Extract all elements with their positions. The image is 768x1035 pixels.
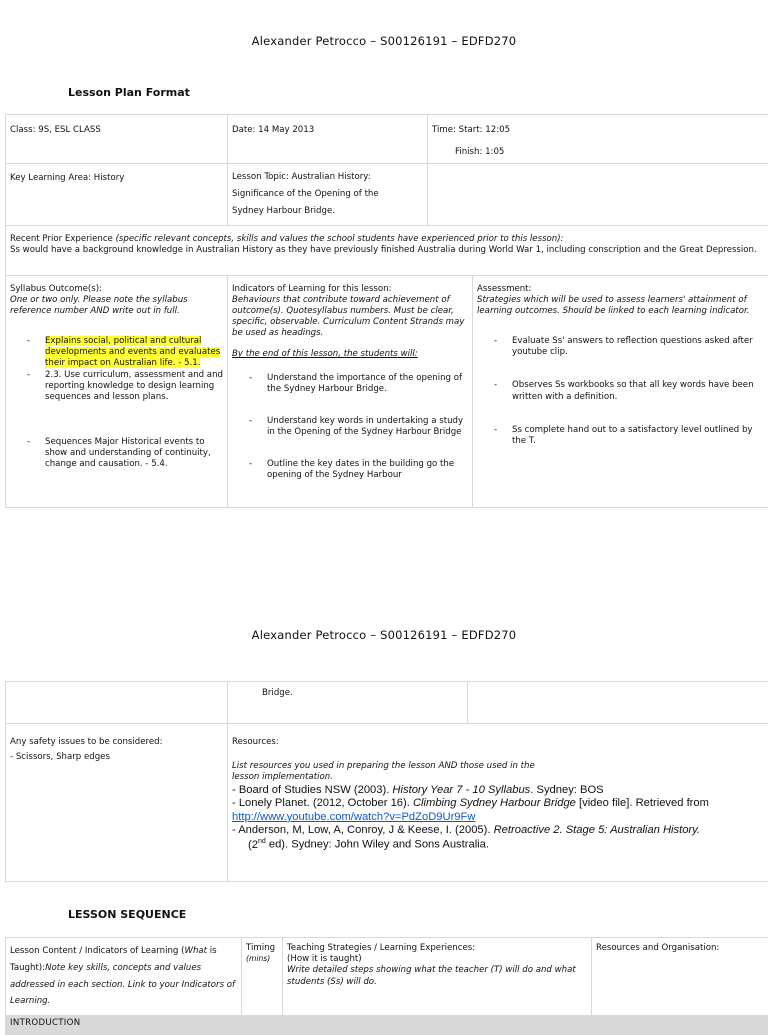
lesson-plan-table xyxy=(5,114,768,508)
lesson-sequence-title: LESSON SEQUENCE xyxy=(68,908,186,921)
empty-cell xyxy=(468,682,768,724)
resources-header: Resources and Organisation: xyxy=(592,938,768,1016)
empty-cell xyxy=(283,1016,592,1035)
lesson-sequence-table xyxy=(5,937,768,1035)
resources-table xyxy=(5,681,768,882)
empty-cell xyxy=(6,682,228,724)
assessment-item: - Ss complete hand out to a satisfactory level outlined by the T. xyxy=(477,425,768,447)
safety-cell xyxy=(6,724,228,882)
resources-label: Resources: xyxy=(232,729,768,748)
prior-text: Ss would have a background knowledge in Australian History as they have previously finished Australia during World War 1, including conscription and the Great Depression. xyxy=(10,245,768,256)
indicators-note: Behaviours that contribute toward achievement of outcome(s). Quotesyllabus numbers. Must be clear, specific, observable. Curriculum Content Strands may be used as headings. xyxy=(232,295,468,340)
prior-experience-cell xyxy=(6,225,768,275)
assessment-cell xyxy=(473,275,768,507)
lesson-content-header: Lesson Content / Indicators of Learning (What is Taught):Note key skills, concepts and values addressed in each section. Link to your Indicators of Learning. xyxy=(6,938,242,1016)
empty-cell xyxy=(428,164,768,225)
topic-line: Sydney Harbour Bridge. xyxy=(232,203,423,220)
topic-line: Significance of the Opening of the xyxy=(232,186,423,203)
syllabus-cell xyxy=(6,275,228,507)
class-cell xyxy=(6,115,228,164)
indicator-item: - Understand the importance of the opening of the Sydney Harbour Bridge. xyxy=(232,373,468,395)
reference-item: - Board of Studies NSW (2003). History Year 7 - 10 Syllabus. Sydney: BOS xyxy=(232,784,768,798)
topic-line: Lesson Topic: Australian History: xyxy=(232,169,423,186)
page-header: Alexander Petrocco – S00126191 – EDFD270 xyxy=(0,34,768,48)
topic-cell xyxy=(228,164,428,225)
syllabus-heading: Syllabus Outcome(s): xyxy=(10,281,223,295)
resources-cell xyxy=(228,724,768,882)
time-start: Time: Start: 12:05 xyxy=(432,120,768,136)
syllabus-item: - Sequences Major Historical events to show and understanding of continuity, change and causation. - 5.4. xyxy=(10,437,223,471)
indicator-item: - Outline the key dates in the building go the opening of the Sydney Harbour xyxy=(232,459,468,481)
date-label: Date: 14 May 2013 xyxy=(232,120,423,136)
indicators-heading: Indicators of Learning for this lesson: xyxy=(232,281,468,295)
reference-item: - Anderson, M, Low, A, Conroy, J & Keese, I. (2005). Retroactive 2. Stage 5: Australian History. (2nd ed). Sydney: John Wiley and Sons Australia. xyxy=(232,824,768,852)
introduction-label: INTRODUCTION xyxy=(6,1016,242,1035)
continued-cell xyxy=(228,682,468,724)
assessment-item: - Evaluate Ss' answers to reflection questions asked after youtube clip. xyxy=(477,336,768,358)
syllabus-note: One or two only. Please note the syllabus reference number AND write out in full. xyxy=(10,295,223,317)
assessment-note: Strategies which will be used to assess learners' attainment of learning outcomes. Should be linked to each learning indicator. xyxy=(477,295,768,317)
youtube-link[interactable]: http://www.youtube.com/watch?v=PdZoD9Ur9Fw xyxy=(232,811,475,823)
syllabus-item: - 2.3. Use curriculum, assessment and and reporting knowledge to design learning sequences and lesson plans. xyxy=(10,370,223,404)
timing-header: Timing (mins) xyxy=(242,938,283,1016)
page-header: Alexander Petrocco – S00126191 – EDFD270 xyxy=(0,628,768,642)
assessment-item: - Observes Ss workbooks so that all key words have been written with a definition. xyxy=(477,380,768,402)
empty-cell xyxy=(592,1016,768,1035)
safety-text: - Scissors, Sharp edges xyxy=(10,752,223,763)
reference-item: - Lonely Planet. (2012, October 16). Climbing Sydney Harbour Bridge [video file]. Retrieved from http://www.youtube.com/watch?v=PdZoD9Ur9Fw xyxy=(232,797,768,824)
document-title: Lesson Plan Format xyxy=(68,86,190,99)
indicator-item: - Understand key words in undertaking a study in the Opening of the Sydney Harbour Bridge xyxy=(232,416,468,438)
class-label: Class: 9S, ESL CLASS xyxy=(10,120,223,136)
resources-note: List resources you used in preparing the lesson AND those used in the lesson implementation. xyxy=(232,761,552,783)
syllabus-item: - Explains social, political and cultural developments and events and evaluates their impact on Australian life. - 5.1. xyxy=(10,336,223,370)
kla-label: Key Learning Area: History xyxy=(10,169,223,184)
prior-label: Recent Prior Experience xyxy=(10,234,116,244)
empty-cell xyxy=(242,1016,283,1035)
teaching-strategies-header: Teaching Strategies / Learning Experiences: (How it is taught) Write detailed steps showing what the teacher (T) will do and what students (Ss) will do. xyxy=(283,938,592,1016)
safety-label: Any safety issues to be considered: xyxy=(10,729,223,748)
time-cell xyxy=(428,115,768,164)
assessment-heading: Assessment: xyxy=(477,281,768,295)
indicators-lead: By the end of this lesson, the students will: xyxy=(232,349,468,360)
time-finish: Finish: 1:05 xyxy=(432,136,768,158)
indicators-cell xyxy=(228,275,473,507)
date-cell xyxy=(228,115,428,164)
continued-text: Bridge. xyxy=(232,687,463,699)
prior-note: (specific relevant concepts, skills and values the school students have experienced prior to this lesson): xyxy=(116,234,564,244)
kla-cell xyxy=(6,164,228,225)
